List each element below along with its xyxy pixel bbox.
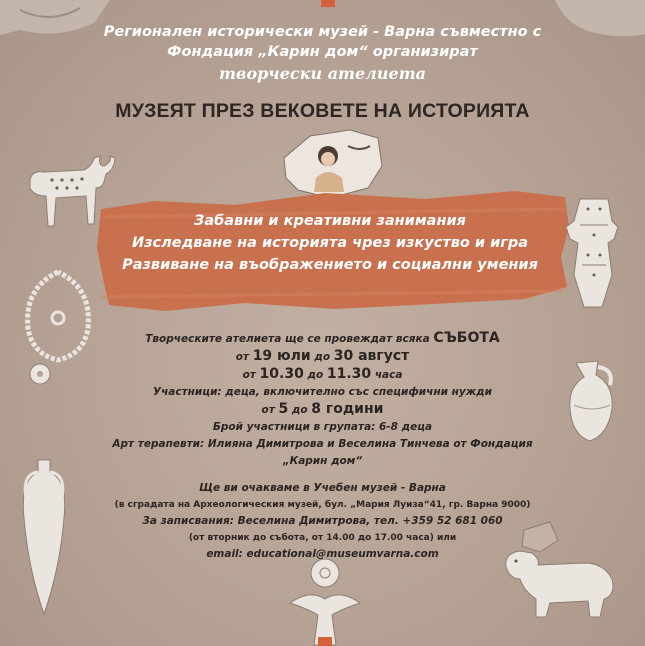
banner-line-2: Изследване на историята чрез изкуство и игра xyxy=(131,235,529,251)
schedule-dates xyxy=(100,348,545,366)
contact-email[interactable]: email: educational@museumvarna.com xyxy=(206,548,439,560)
top-center-ornament-icon xyxy=(318,0,338,10)
jug-icon xyxy=(562,355,622,445)
venue: Ще ви очакваме в Учебен музей - Варна xyxy=(199,482,446,494)
event-details xyxy=(100,330,545,563)
event-type-heading: творчески ателиета xyxy=(219,64,426,83)
organizers-line-1: Регионален исторически музей - Варна съвместно с xyxy=(103,24,542,40)
time-to: 11.30 xyxy=(326,366,372,382)
amphora-icon xyxy=(14,458,74,618)
registration-contact: За записвания: Веселина Димитрова, тел. +359 52 681 060 xyxy=(142,515,503,527)
date-to: 30 август xyxy=(333,348,410,364)
therapists: Арт терапевти: Илияна Димитрова и Веселина Тинчева от Фондация „Карин дом“ xyxy=(112,438,533,467)
venue-address: (в сградата на Археологическия музей, бул. „Мария Луиза“41, гр. Варна 9000) xyxy=(114,500,531,510)
group-size: Брой участници в групата: 6-8 деца xyxy=(212,421,433,433)
schedule-intro-text: Творческите ателиета ще се провеждат всяка xyxy=(145,333,430,345)
time-to-word: до xyxy=(307,369,324,381)
age-to: 8 години xyxy=(311,401,384,417)
registration-hours: (от вторник до събота, от 14.00 до 17.00 часа) или xyxy=(188,533,457,543)
schedule-times xyxy=(100,366,545,384)
page-title: МУЗЕЯТ ПРЕЗ ВЕКОВЕТЕ НА ИСТОРИЯТА xyxy=(115,100,530,122)
participants-age xyxy=(100,401,545,419)
participants-text: Участници: деца, включително със специфични нужди xyxy=(152,386,493,398)
age-from: 5 xyxy=(278,401,289,417)
from-word: от xyxy=(235,351,250,363)
banner-text xyxy=(95,210,565,276)
date-from: 19 юли xyxy=(252,348,311,364)
banner-line-1: Забавни и креативни занимания xyxy=(194,213,466,229)
organizers-line-2: Фондация „Карин дом“ организират xyxy=(167,44,478,60)
necklace-icon xyxy=(18,268,98,388)
banner-line-3: Развиване на въображението и социални умения xyxy=(122,257,538,273)
time-from-word: от xyxy=(242,369,256,381)
idol-figurine-icon xyxy=(562,195,622,310)
bird-figurine-icon xyxy=(280,555,370,646)
time-from: 10.30 xyxy=(259,366,304,382)
to-word: до xyxy=(314,351,331,363)
hours-word: часа xyxy=(374,369,403,381)
schedule-intro xyxy=(100,330,545,348)
age-to-word: до xyxy=(291,404,308,416)
organizers-heading xyxy=(70,22,575,62)
schedule-day: СЪБОТА xyxy=(433,330,500,346)
age-from-word: от xyxy=(261,404,275,416)
